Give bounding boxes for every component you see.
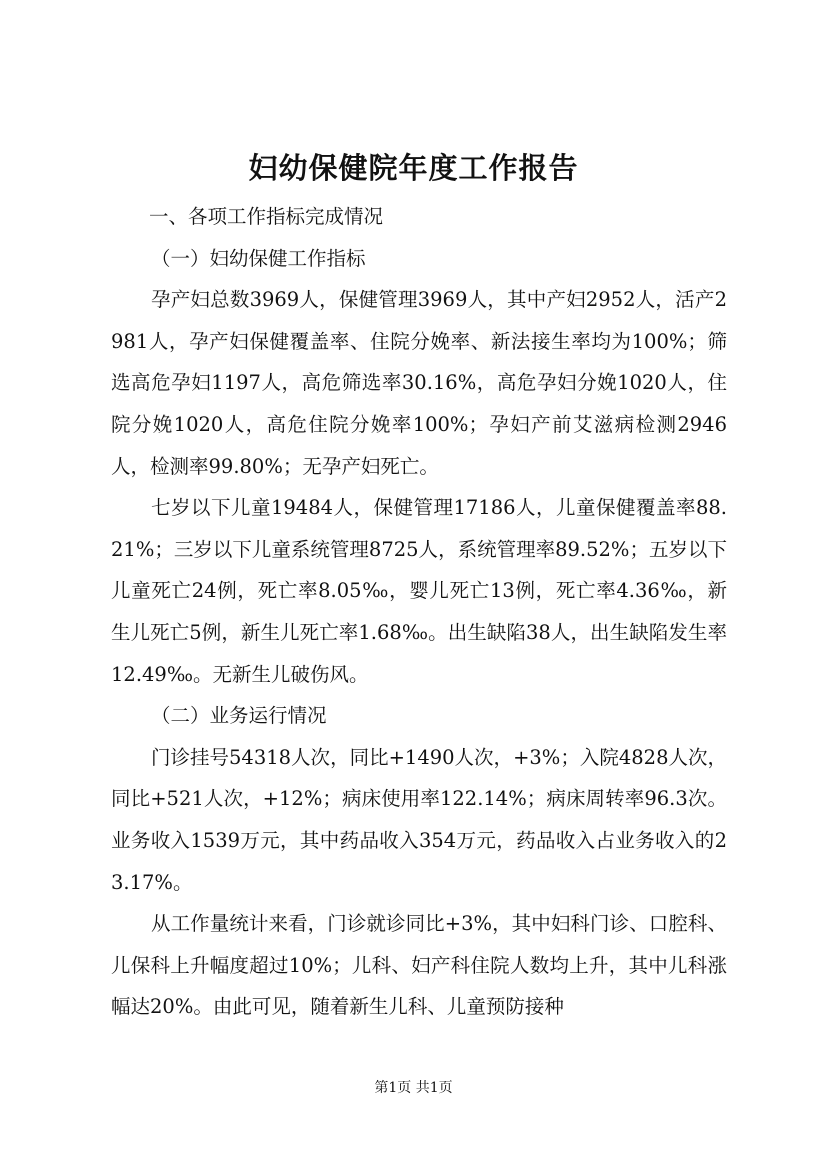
document-body: [111, 196, 727, 1028]
page-footer: 第1页 共1页: [374, 1080, 453, 1096]
document-title: 妇幼保健院年度工作报告: [248, 151, 579, 185]
paragraph-maternal-indicators: 孕产妇总数3969人，保健管理3969人，其中产妇2952人，活产2981人，孕产妇保健覆盖率、住院分娩率、新法接生率均为100%；筛选高危孕妇1197人，高危筛选率30.16%，高危孕妇分娩1020人，住院分娩1020人，高危住院分娩率100%；孕妇产前艾滋病检测2946人，检测率99.80%；无孕产妇死亡。: [111, 288, 727, 478]
subsection-heading-2: （二）业务运行情况: [151, 704, 327, 728]
section-heading-1: 一、各项工作指标完成情况: [149, 205, 384, 228]
subsection-heading-1: （一）妇幼保健工作指标: [151, 246, 366, 270]
paragraph-child-indicators: 七岁以下儿童19484人，保健管理17186人，儿童保健覆盖率88.21%；三岁以下儿童系统管理8725人，系统管理率89.52%；五岁以下儿童死亡24例，死亡率8.05‰，婴儿死亡13例，死亡率4.36‰，新生儿死亡5例，新生儿死亡率1.68‰。出生缺陷38人，出生缺陷发生率12.49‰。无新生儿破伤风。: [111, 496, 727, 686]
paragraph-workload-analysis: 从工作量统计来看，门诊就诊同比+3%，其中妇科门诊、口腔科、儿保科上升幅度超过10%；儿科、妇产科住院人数均上升，其中儿科涨幅达20%。由此可见，随着新生儿科、儿童预防接种: [111, 912, 727, 1019]
paragraph-business-operations: 门诊挂号54318人次，同比+1490人次，+3%；入院4828人次，同比+521人次，+12%；病床使用率122.14%；病床周转率96.3次。业务收入1539万元，其中药品收入354万元，药品收入占业务收入的23.17%。: [111, 745, 727, 894]
